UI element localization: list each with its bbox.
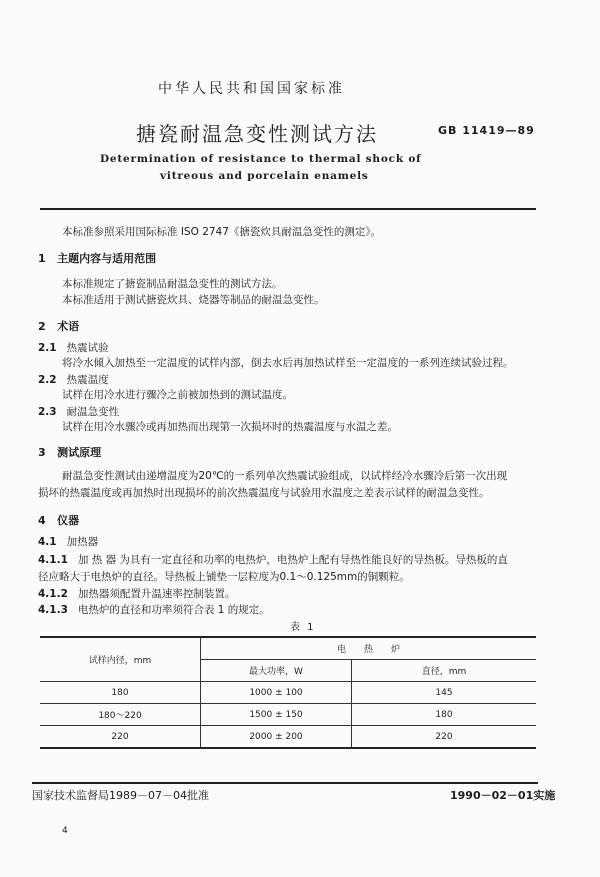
section-title: 术语 [57,320,80,333]
section-title: 测试原理 [57,446,102,459]
section-4-heading [38,512,79,528]
section-1-heading [38,250,156,266]
col-header-max-power: 最大功率，W [201,660,352,682]
table-row [40,726,536,749]
section-number: 4 [38,514,46,527]
clause-4-1-1 [38,552,508,567]
term-2-3-definition: 试样在用冷水骤冷或再加热而出现第一次损坏时的热震温度与水温之差。 [62,421,398,433]
effective-date: 1990－02－01实施 [450,789,556,802]
section-number: 3 [38,446,46,459]
clause-text: 加 热 器 为具有一定直径和功率的电热炉，电热炉上配有导热性能良好的导热板。导热板的直 [77,554,508,566]
term-2-2-definition: 试样在用冷水进行骤冷之前被加热到的测试温度。 [62,389,293,401]
standard-code: GB 11419—89 [438,124,535,137]
clause-4-1-3 [38,602,270,617]
section-3-p2: 损坏的热震温度或再加热时出现损坏的前次热震温度与试验用水温度之差表示试样的耐温急变性。 [38,487,490,499]
english-title-line2: vitreous and porcelain enamels [160,170,369,182]
col-header-inner-diameter: 试样内径，mm [40,637,201,682]
national-standard-label: 中华人民共和国国家标准 [158,81,345,97]
intro-text: 本标准参照采用国际标准 ISO 2747《搪瓷炊具耐温急变性的测定》。 [62,226,382,238]
furnace-spec-table [40,636,536,749]
subsection-4-1 [38,534,98,549]
section-title: 主题内容与适用范围 [57,252,157,265]
cell-inner-diameter: 180 [40,682,201,704]
table-header-row [40,637,536,660]
section-number: 2 [38,320,46,333]
section-3-p1: 耐温急变性测试由递增温度为20℃的一系列单次热震试验组成，以试样经冷水骤冷后第一次出现 [62,470,508,482]
term-2-1 [38,340,109,355]
term-name: 热震温度 [66,374,109,386]
term-2-2 [38,372,109,387]
english-title-line1: Determination of resistance to thermal shock of [100,153,422,165]
cell-diameter: 180 [352,704,537,726]
cell-max-power: 1000 ± 100 [201,682,352,704]
clause-number: 4.1.2 [38,588,68,600]
clause-text: 电热炉的直径和功率须符合表 1 的规定。 [77,604,270,616]
clause-number: 4.1.3 [38,604,68,616]
group-header-furnace: 电 热 炉 [201,637,537,660]
section-1-p1: 本标准规定了搪瓷制品耐温急变性的测试方法。 [62,278,283,290]
footer-rule [32,782,538,784]
table-row [40,704,536,726]
subsection-title: 加热器 [66,536,99,548]
term-number: 2.2 [38,374,57,386]
term-name: 耐温急变性 [66,406,120,418]
approval-date: 国家技术监督局1989－07－04批准 [32,789,209,802]
term-number: 2.3 [38,406,57,418]
clause-4-1-2 [38,586,235,601]
section-title: 仪器 [57,514,80,527]
section-2-heading [38,318,79,334]
table-row [40,682,536,704]
table-caption: 表 1 [290,622,316,633]
section-1-p2: 本标准适用于测试搪瓷炊具、烧器等制品的耐温急变性。 [62,294,325,306]
subsection-number: 4.1 [38,536,57,548]
col-header-diameter: 直径，mm [352,660,537,682]
cell-max-power: 2000 ± 200 [201,726,352,749]
term-number: 2.1 [38,342,57,354]
term-2-1-definition: 将冷水倾入加热至一定温度的试样内部，倒去水后再加热试样至一定温度的一系列连续试验过程。 [62,357,514,369]
cell-diameter: 145 [352,682,537,704]
cell-max-power: 1500 ± 150 [201,704,352,726]
section-number: 1 [38,252,46,265]
header-rule [40,208,536,210]
page-number: 4 [62,826,68,836]
cell-inner-diameter: 180～220 [40,704,201,726]
term-2-3 [38,404,119,419]
clause-4-1-1-cont: 径应略大于电热炉的直径。导热板上铺垫一层粒度为0.1～0.125mm的铜颗粒。 [38,571,410,583]
document-title: 搪瓷耐温急变性测试方法 [136,122,378,146]
clause-text: 加热器须配置升温速率控制装置。 [77,588,236,600]
section-3-heading [38,444,101,460]
term-name: 热震试验 [66,342,109,354]
cell-diameter: 220 [352,726,537,749]
cell-inner-diameter: 220 [40,726,201,749]
clause-number: 4.1.1 [38,554,68,566]
